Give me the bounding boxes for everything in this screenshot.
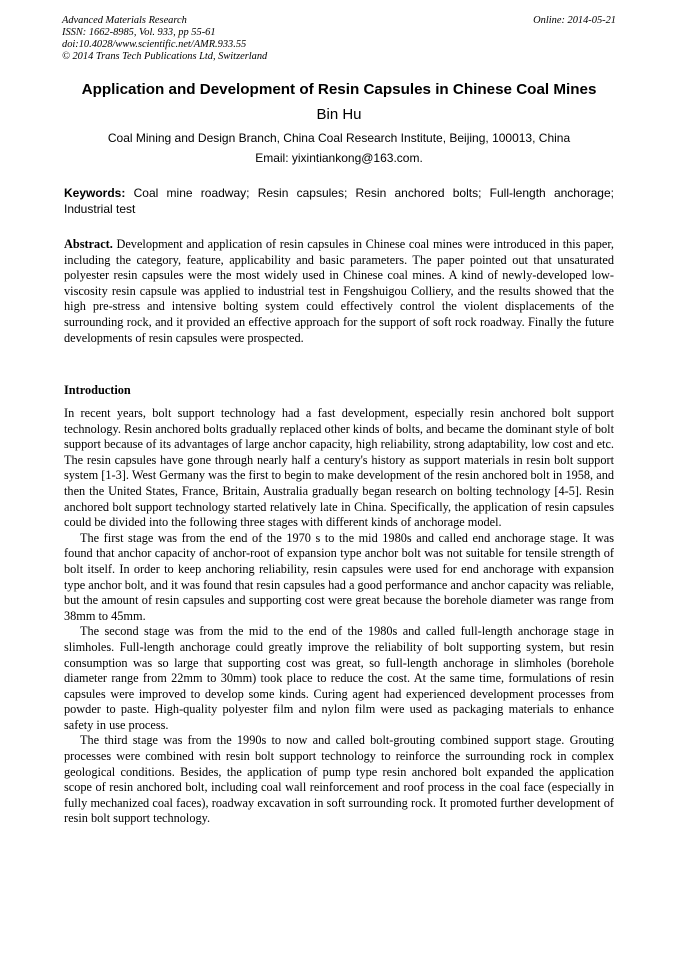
introduction-section (64, 406, 614, 827)
abstract-label: Abstract. (64, 237, 113, 251)
journal-header (62, 15, 616, 63)
journal-name: Advanced Materials Research (62, 15, 187, 26)
online-date: Online: 2014-05-21 (533, 15, 616, 26)
issn-line: ISSN: 1662-8985, Vol. 933, pp 55-61 (62, 27, 216, 38)
author-email: Email: yixintiankong@163.com. (255, 151, 423, 165)
abstract-section (64, 237, 614, 346)
copyright-line: © 2014 Trans Tech Publications Ltd, Switzerland (62, 51, 268, 62)
keywords-label: Keywords: (64, 186, 126, 200)
author-affiliation: Coal Mining and Design Branch, China Coal Research Institute, Beijing, 100013, China (107, 131, 571, 145)
intro-paragraph: The first stage was from the end of the 1970 s to the mid 1980s and called end anchorage stage. It was found that anchor capacity of anchor-root of expansion type anchor bolt was not suitable for tensile strength of bolt itself. In order to keep anchoring reliability, resin capsules were used for end anchorage with expansion type anchor bolt, and it was found that resin capsules had a good performance and anchor capacity was reliable, but the amount of resin capsules and supporting cost were great because the borehole diameter was range from 38mm to 45mm. (64, 530, 614, 623)
abstract-text: Development and application of resin capsules in Chinese coal mines were introduced in this paper, including the category, feature, applicability and basic parameters. The paper pointed out that unsaturated polyester resin capsules were the most widely used in Chinese coal mines. A kind of newly-developed low-viscosity resin capsule was applied to industrial test in Fengshuigou Colliery, and the results showed that the high pre-stress and intensive bolting system could effectively control the violent displacements of the surrounding rock, and it provided an effective approach for the support of soft rock roadway. Finally the future developments of resin capsules were prospected. (64, 237, 615, 345)
doi-line: doi:10.4028/www.scientific.net/AMR.933.55 (62, 39, 247, 50)
intro-paragraph: The second stage was from the mid to the end of the 1980s and called full-length anchorage stage in slimholes. Full-length anchorage could greatly improve the reliability of bolt supporting system, but resin consumption was so large that supporting cost was great, so full-length anchorage in slimholes (borehole diameter range from 22mm to 30mm) took place to reduce the cost. At the same time, formulations of resin capsules were improved to develop some kinds. Curing agent had experienced development processes from powder to paste. High-quality polyester film and nylon film were used as packaging materials to enhance safety in use process. (64, 624, 614, 732)
paper-title: Application and Development of Resin Capsules in Chinese Coal Mines (81, 81, 597, 98)
author-name: Bin Hu (316, 106, 362, 123)
introduction-heading: Introduction (64, 383, 131, 397)
keywords-text: Coal mine roadway; Resin capsules; Resin anchored bolts; Full-length anchorage; Industrial test (64, 186, 614, 216)
keywords-section (64, 185, 614, 217)
intro-paragraph: The third stage was from the 1990s to now and called bolt-grouting combined support stage. Grouting processes were combined with resin bolt support technology to reinforce the surrounding rock in complex geological conditions. Besides, the application of pump type resin anchored bolt expanded the application scope of resin anchored bolt, including coal wall reinforcement and roof process in the coal face (especially in fully mechanized coal faces), roadway excavation in soft surrounding rock. It promoted further development of resin bolt support technology. (64, 733, 614, 826)
intro-paragraph: In recent years, bolt support technology had a fast development, especially resin anchored bolt support technology. Resin anchored bolts gradually replaced other kinds of bolts, and became the dominant style of bolt support because of its advantages of large anchor capacity, high reliability, strong adaptability, low cost and etc. The resin capsules have gone through nearly half a century's history as support materials in resin bolt support system [1-3]. West Germany was the first to begin to make development of the resin anchored bolt in 1958, and then the United States, France, Britain, Australia gradually began research on bolting technology [4-5]. Resin anchored bolt support technology started relatively late in China. Specifically, the application of resin capsules could be divided into the following three stages with different kinds of anchorage model. (64, 406, 614, 530)
